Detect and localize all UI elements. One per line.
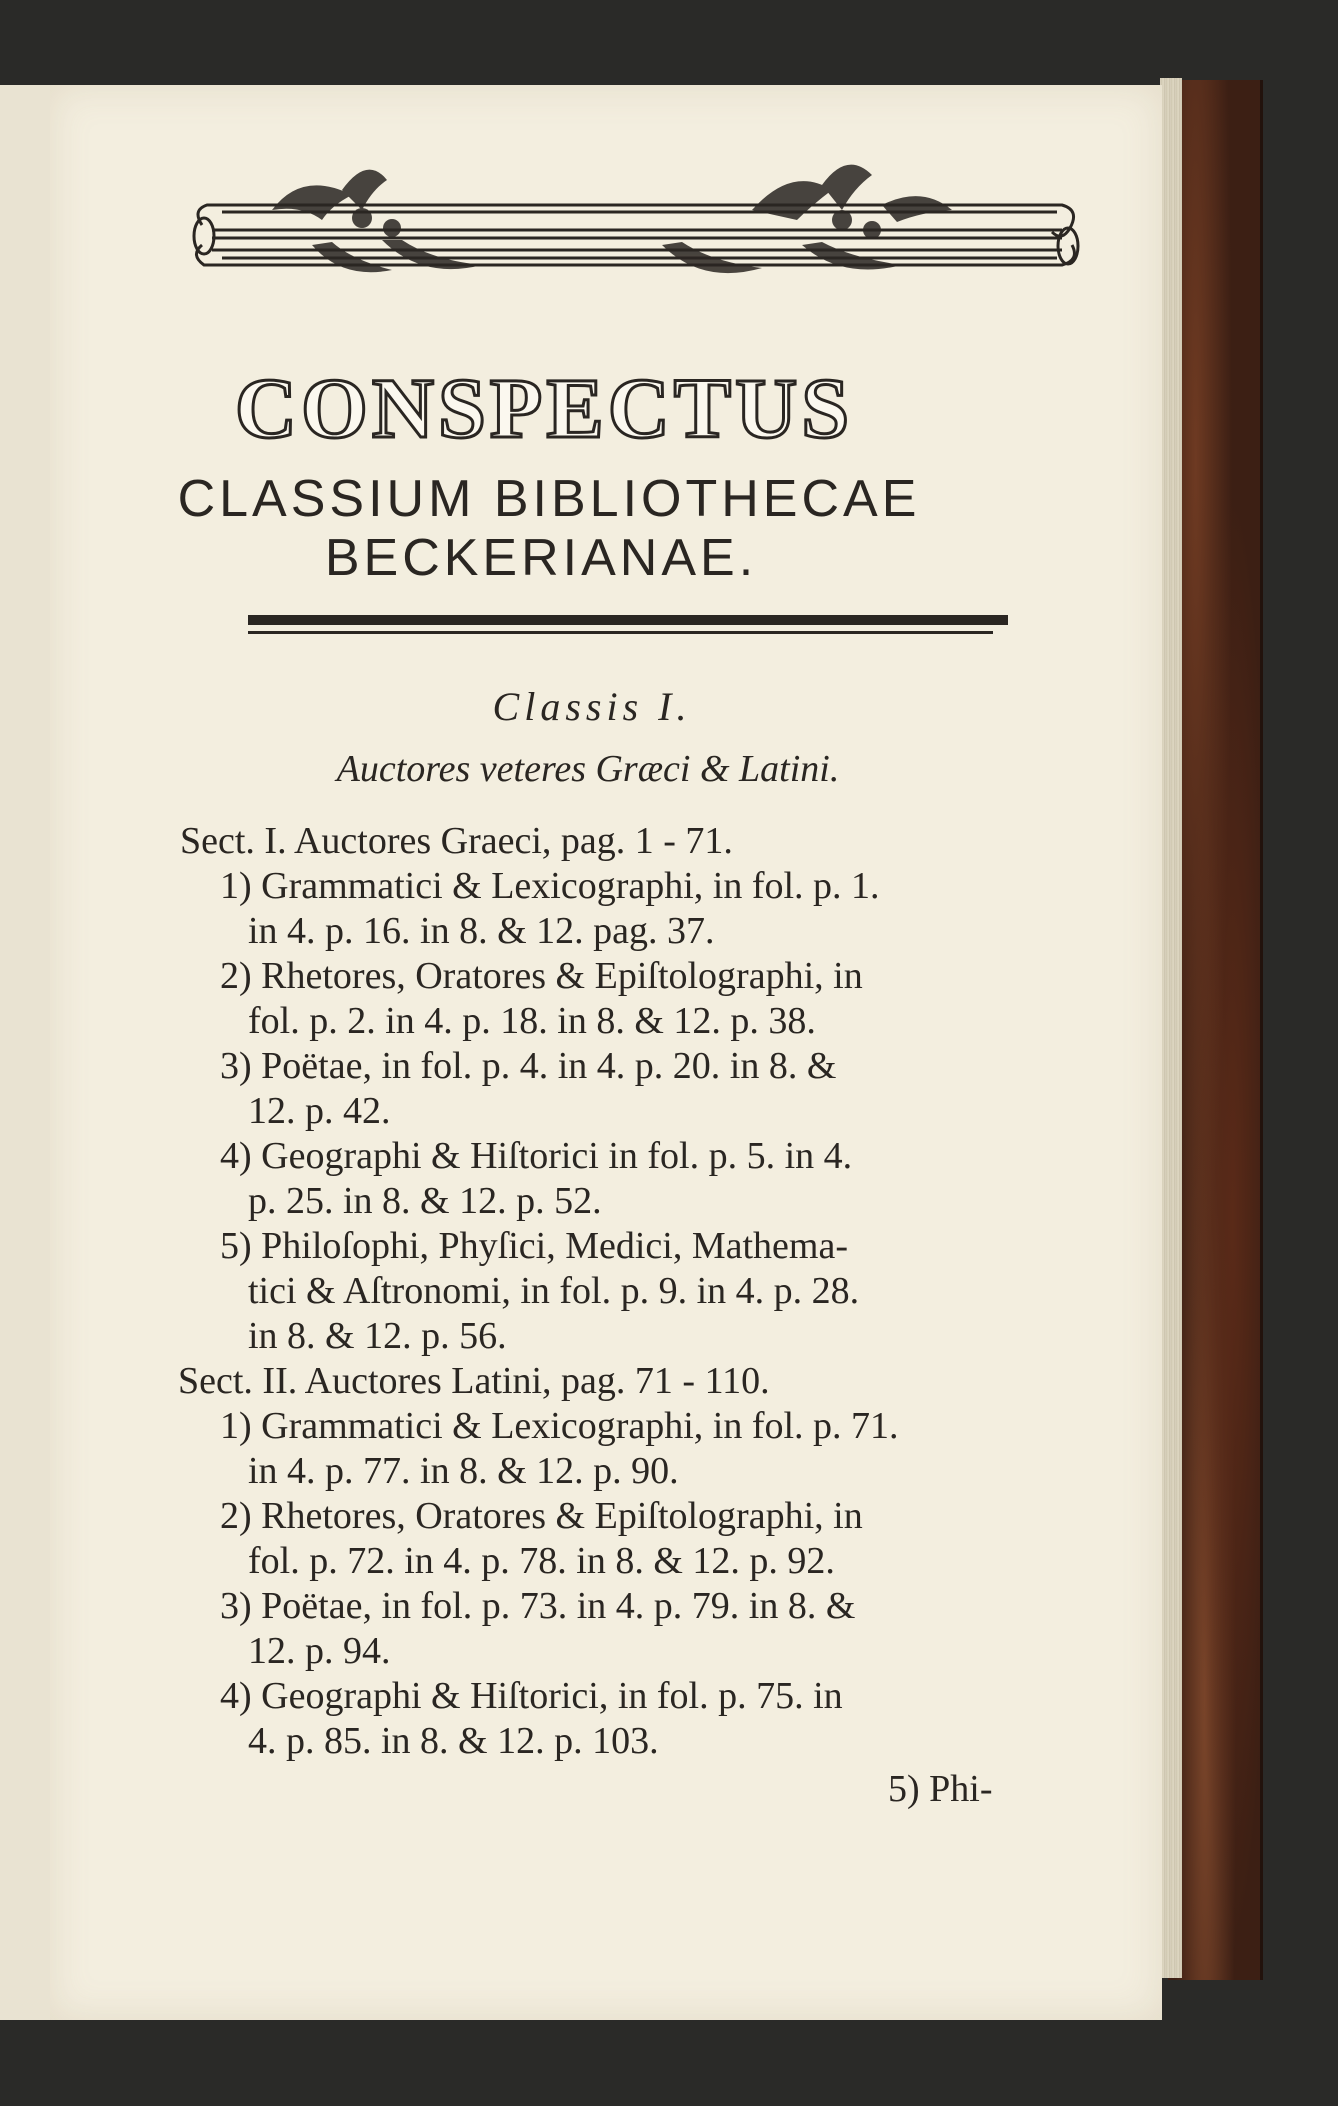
text-line: 4. p. 85. in 8. & 12. p. 103. [248,1720,659,1762]
text-line: 12. p. 42. [248,1090,391,1132]
text-line: p. 25. in 8. & 12. p. 52. [248,1180,602,1222]
divider-rule-thin [248,631,993,634]
text-line: 12. p. 94. [248,1630,391,1672]
book-cover [1168,80,1263,1980]
text-line: tici & Aſtronomi, in fol. p. 9. in 4. p. 28. [248,1270,860,1312]
text-line: in 8. & 12. p. 56. [248,1315,507,1357]
text-line: in 4. p. 77. in 8. & 12. p. 90. [248,1450,679,1492]
text-line: 5) Philoſophi, Phyſici, Medici, Mathema- [220,1225,848,1267]
subtitle-line-1: CLASSIUM BIBLIOTHECAE [177,470,921,528]
text-line: 4) Geographi & Hiſtorici, in fol. p. 75. in [220,1675,843,1717]
page-title: CONSPECTUS [234,360,854,456]
section-heading: Sect. II. Auctores Latini, pag. 71 - 110. [178,1360,770,1402]
text-line: in 4. p. 16. in 8. & 12. pag. 37. [248,910,715,952]
text-line: fol. p. 72. in 4. p. 78. in 8. & 12. p. 92. [248,1540,835,1582]
class-heading: Classis I. [492,684,692,729]
text-line: 1) Grammatici & Lexicographi, in fol. p. 71. [220,1405,899,1447]
text-line: 3) Poëtae, in fol. p. 4. in 4. p. 20. in 8. & [220,1045,837,1087]
text-line: 2) Rhetores, Oratores & Epiſtolographi, in [220,1495,863,1537]
decorative-headpiece-ornament [182,150,1090,300]
book-page [50,85,1162,2020]
subtitle-line-2: BECKERIANAE. [324,529,758,587]
text-line: 3) Poëtae, in fol. p. 73. in 4. p. 79. in 8. & [220,1585,856,1627]
text-line: fol. p. 2. in 4. p. 18. in 8. & 12. p. 38. [248,1000,816,1042]
text-line: 2) Rhetores, Oratores & Epiſtolographi, in [220,955,863,997]
text-line: 4) Geographi & Hiſtorici in fol. p. 5. in 4. [220,1135,853,1177]
catchword: 5) Phi- [888,1768,993,1810]
divider-rule-thick [248,615,1008,625]
section-heading: Sect. I. Auctores Graeci, pag. 1 - 71. [180,820,733,862]
page-block-edges [1160,78,1182,1978]
text-line: 1) Grammatici & Lexicographi, in fol. p. 1. [220,865,880,907]
class-subheading: Auctores veteres Græci & Latini. [336,748,840,790]
